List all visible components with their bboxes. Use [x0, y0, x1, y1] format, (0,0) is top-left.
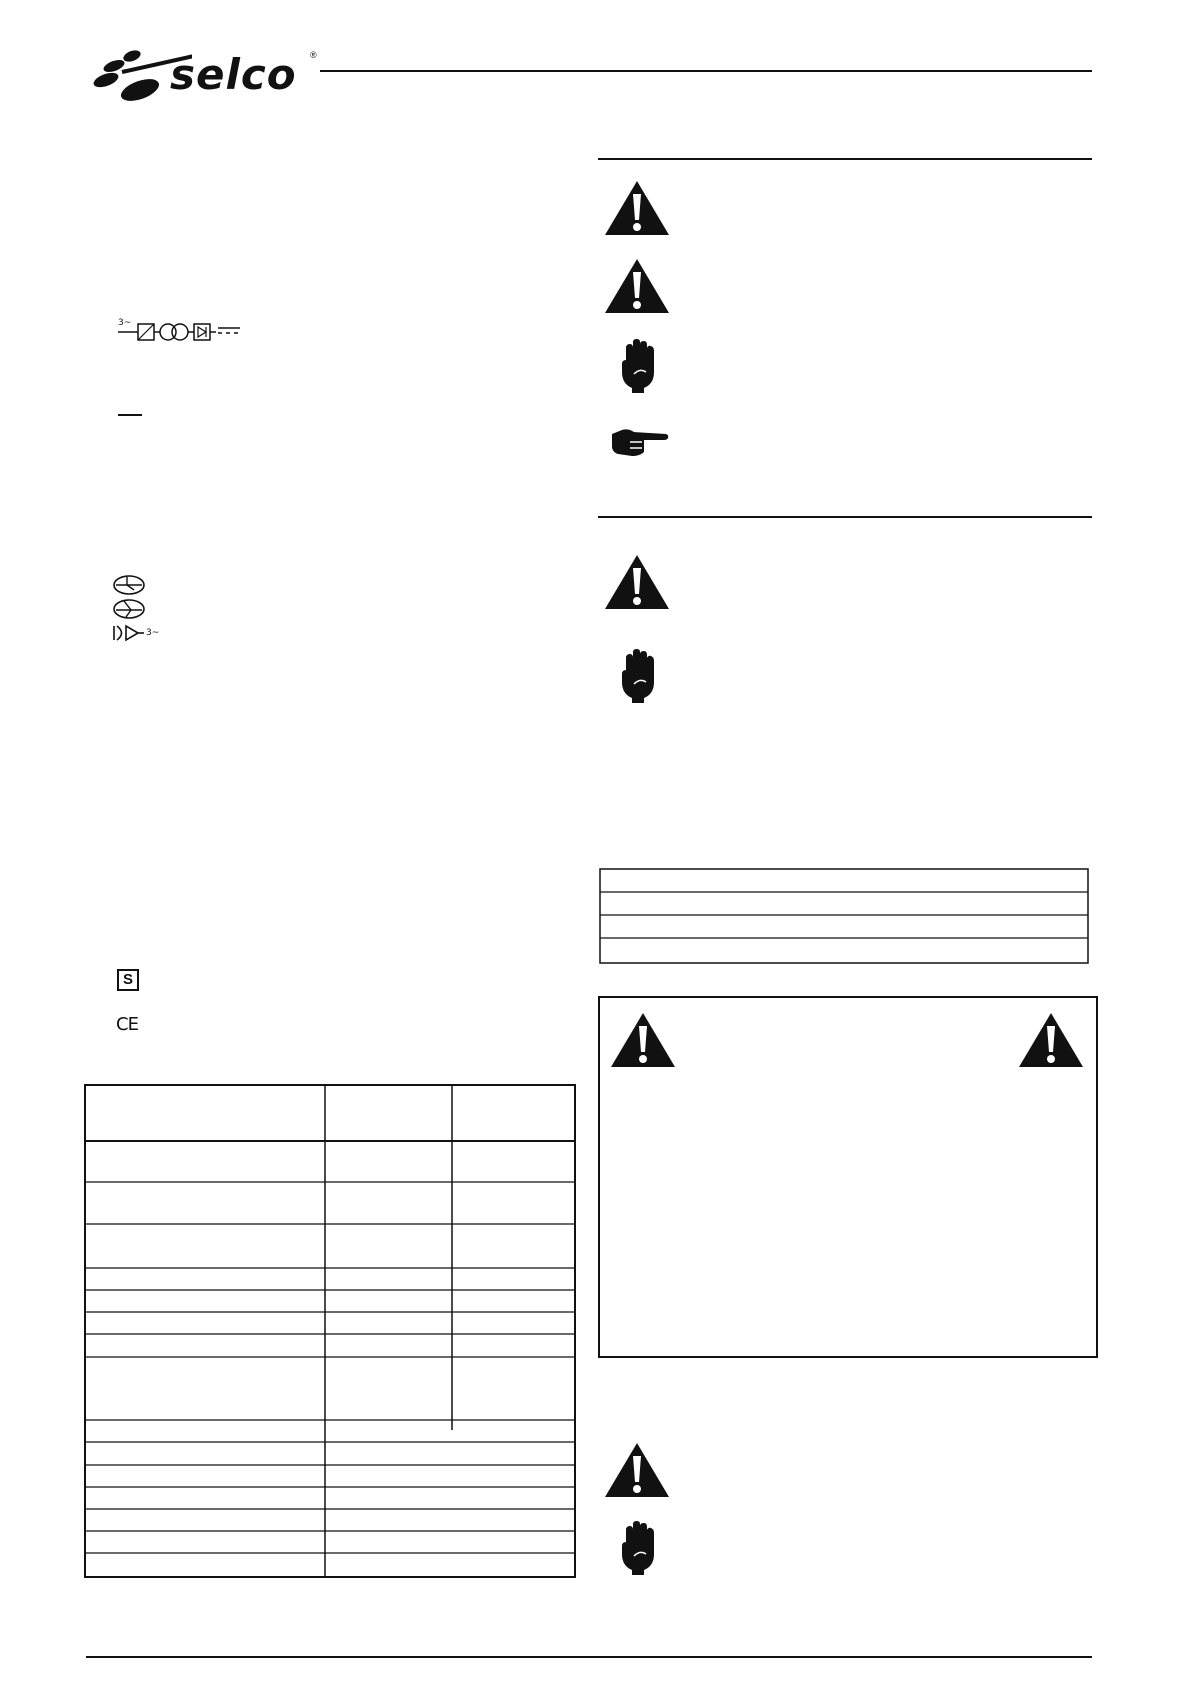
- registered-mark: ®: [310, 50, 317, 60]
- warning-triangle-icon: [602, 256, 672, 316]
- technical-data-table: [84, 1084, 580, 1580]
- standard-s-label: S: [122, 971, 133, 988]
- accessory-table: [598, 868, 1092, 968]
- warning-triangle-icon: [1016, 1010, 1086, 1070]
- brand-name: selco: [170, 50, 297, 99]
- warning-triangle-icon: [602, 178, 672, 238]
- standard-s-mark: [117, 969, 139, 991]
- selco-logo: [92, 46, 317, 108]
- warning-triangle-icon: [602, 1440, 672, 1500]
- phase-label: 3~: [118, 318, 132, 328]
- power-source-block-symbol: [118, 318, 248, 342]
- section-rule-1: [598, 158, 1092, 160]
- stop-hand-icon: [618, 1520, 658, 1576]
- stop-hand-icon: [618, 338, 658, 394]
- pointing-hand-icon: [610, 424, 670, 460]
- dc-symbol-bar: [118, 414, 142, 416]
- motor-phase-label: 3~: [146, 628, 160, 638]
- footer-rule: [86, 1656, 1092, 1658]
- tig-welding-mode-icon: [112, 598, 146, 620]
- three-phase-motor-icon: [112, 624, 162, 642]
- warning-triangle-icon: [608, 1010, 678, 1070]
- section-rule-2: [598, 516, 1092, 518]
- stop-hand-icon: [618, 648, 658, 704]
- ce-mark: [116, 1014, 138, 1035]
- arc-welding-mode-icon: [112, 574, 146, 596]
- header-rule: [320, 70, 1092, 72]
- warning-triangle-icon: [602, 552, 672, 612]
- ce-mark-label: CE: [116, 1014, 138, 1035]
